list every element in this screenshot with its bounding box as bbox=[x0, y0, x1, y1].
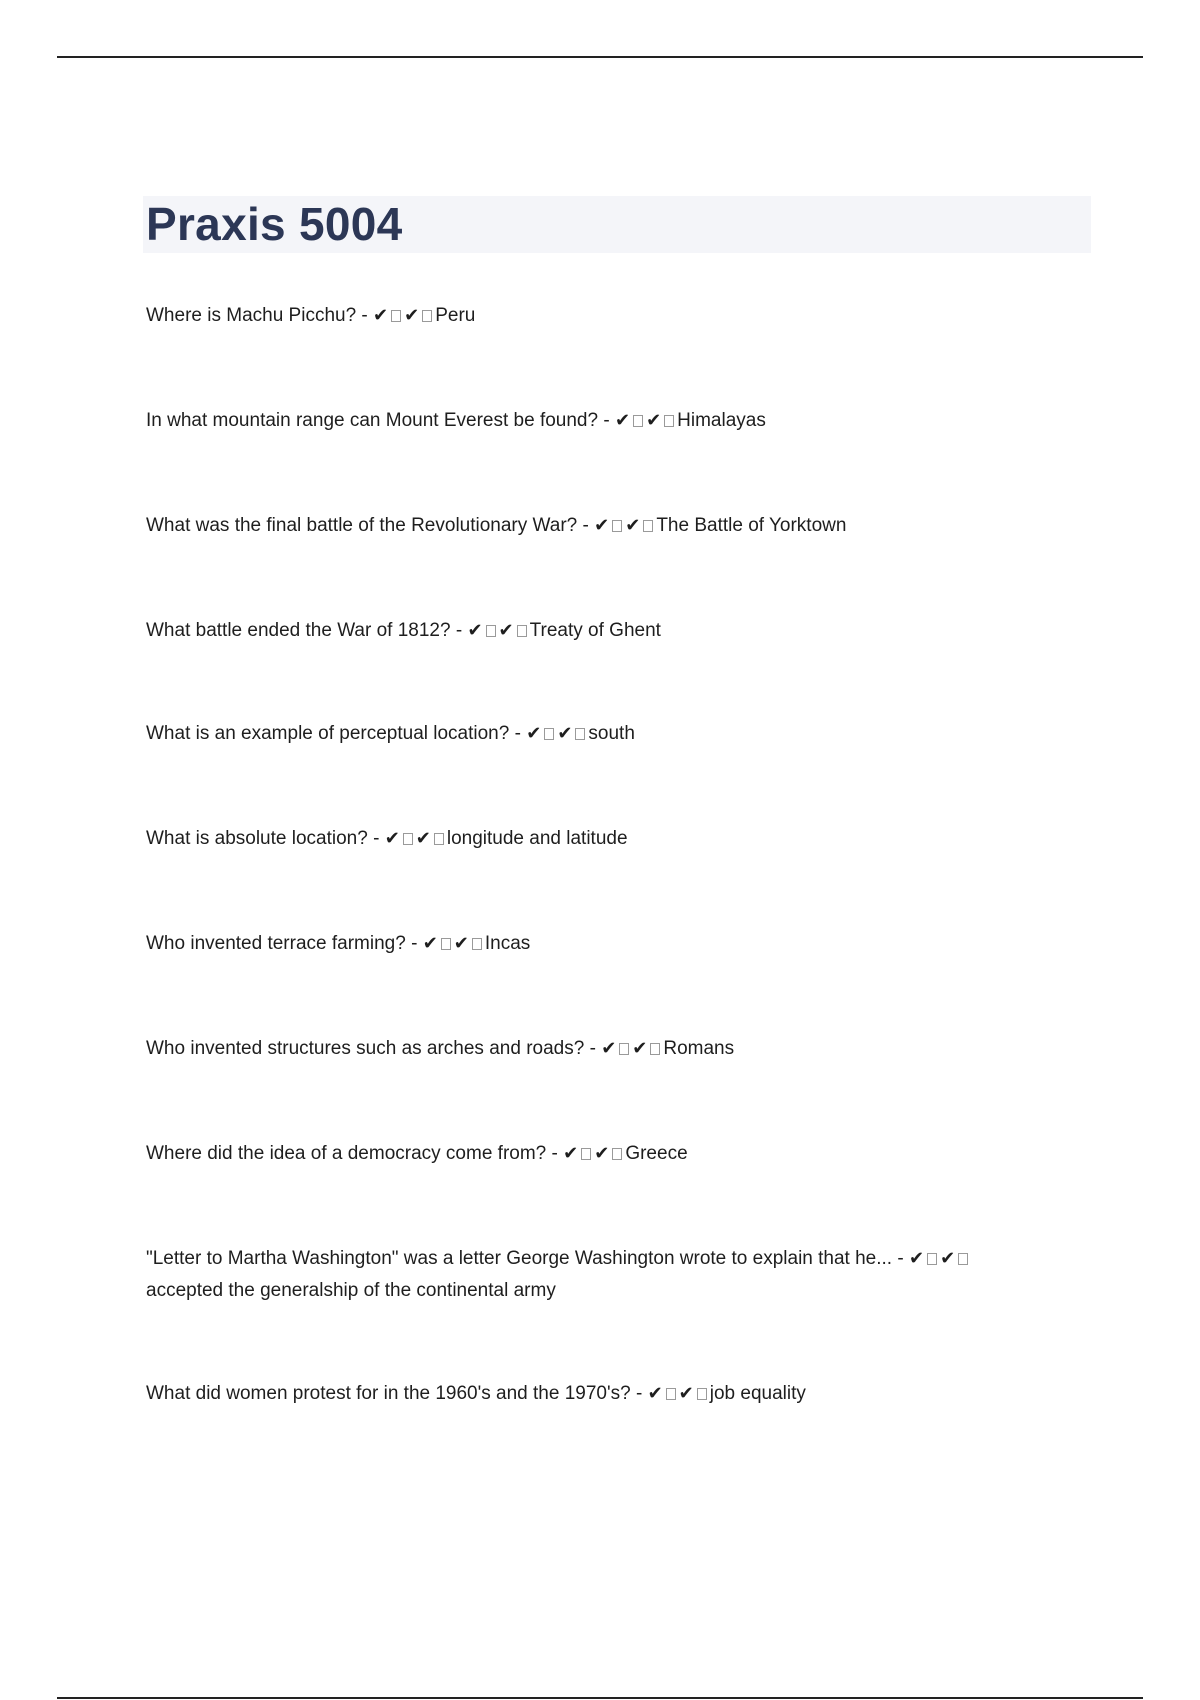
checkmark-icon: ✔ bbox=[594, 515, 610, 536]
separator: - bbox=[405, 933, 423, 954]
answer-text: Greece bbox=[625, 1143, 688, 1164]
qa-item bbox=[146, 300, 1046, 332]
question-text: What battle ended the War of 1812? bbox=[146, 620, 451, 641]
missing-glyph-box-icon bbox=[650, 1043, 660, 1055]
missing-glyph-box-icon bbox=[619, 1043, 629, 1055]
missing-glyph-box-icon bbox=[612, 1148, 622, 1160]
missing-glyph-box-icon bbox=[434, 833, 444, 845]
checkmark-icon: ✔ bbox=[646, 410, 662, 431]
missing-glyph-box-icon bbox=[422, 310, 432, 322]
checkmark-icon: ✔ bbox=[404, 305, 420, 326]
separator: - bbox=[356, 305, 374, 326]
checkmark-icon: ✔ bbox=[467, 620, 483, 641]
checkmark-icon: ✔ bbox=[647, 1383, 663, 1404]
separator: - bbox=[546, 1143, 564, 1164]
checkmark-icon: ✔ bbox=[678, 1383, 694, 1404]
checkmark-icon: ✔ bbox=[594, 1143, 610, 1164]
separator: - bbox=[509, 723, 527, 744]
question-text: What did women protest for in the 1960's and the 1970's? bbox=[146, 1383, 631, 1404]
missing-glyph-box-icon bbox=[403, 833, 413, 845]
qa-item bbox=[146, 510, 1046, 542]
qa-item bbox=[146, 718, 1046, 750]
checkmark-icon: ✔ bbox=[908, 1248, 925, 1269]
missing-glyph-box-icon bbox=[517, 625, 527, 637]
question-text: Where did the idea of a democracy come from? bbox=[146, 1143, 547, 1164]
missing-glyph-box-icon bbox=[664, 415, 674, 427]
answer-text: south bbox=[588, 723, 635, 744]
question-text: In what mountain range can Mount Everest be found? bbox=[146, 410, 599, 431]
answer-text: Incas bbox=[484, 933, 531, 954]
answer-text: job equality bbox=[709, 1383, 806, 1404]
answer-text: Treaty of Ghent bbox=[529, 620, 661, 641]
question-text: "Letter to Martha Washington" was a letter George Washington wrote to explain that he... bbox=[146, 1248, 893, 1269]
checkmark-icon: ✔ bbox=[614, 410, 631, 431]
separator: - bbox=[584, 1038, 602, 1059]
missing-glyph-box-icon bbox=[697, 1388, 707, 1400]
missing-glyph-box-icon bbox=[927, 1253, 937, 1265]
missing-glyph-box-icon bbox=[391, 310, 401, 322]
checkmark-icon: ✔ bbox=[422, 933, 438, 954]
checkmark-icon: ✔ bbox=[384, 828, 400, 849]
checkmark-icon: ✔ bbox=[498, 620, 514, 641]
qa-item bbox=[146, 1138, 1046, 1170]
title-banner bbox=[143, 196, 1091, 253]
missing-glyph-box-icon bbox=[441, 938, 451, 950]
question-text: What was the final battle of the Revolutionary War? bbox=[146, 515, 578, 536]
answer-text: The Battle of Yorktown bbox=[656, 515, 847, 536]
checkmark-icon: ✔ bbox=[625, 515, 641, 536]
missing-glyph-box-icon bbox=[472, 938, 482, 950]
separator: - bbox=[577, 515, 595, 536]
checkmark-icon: ✔ bbox=[526, 723, 542, 744]
qa-item bbox=[146, 1378, 1046, 1410]
separator: - bbox=[598, 410, 615, 431]
separator: - bbox=[630, 1383, 648, 1404]
missing-glyph-box-icon bbox=[581, 1148, 591, 1160]
checkmark-icon: ✔ bbox=[632, 1038, 648, 1059]
question-text: What is absolute location? bbox=[146, 828, 368, 849]
missing-glyph-box-icon bbox=[575, 728, 585, 740]
answer-text: Romans bbox=[663, 1038, 735, 1059]
checkmark-icon: ✔ bbox=[373, 305, 389, 326]
qa-item bbox=[146, 928, 1046, 960]
page-title: Praxis 5004 bbox=[146, 198, 403, 250]
missing-glyph-box-icon bbox=[643, 520, 653, 532]
question-text: Where is Machu Picchu? bbox=[146, 305, 357, 326]
checkmark-icon: ✔ bbox=[563, 1143, 579, 1164]
missing-glyph-box-icon bbox=[486, 625, 496, 637]
missing-glyph-box-icon bbox=[958, 1253, 968, 1265]
missing-glyph-box-icon bbox=[633, 415, 643, 427]
checkmark-icon: ✔ bbox=[415, 828, 431, 849]
answer-text: Himalayas bbox=[677, 410, 766, 431]
missing-glyph-box-icon bbox=[666, 1388, 676, 1400]
answer-text: accepted the generalship of the continental army bbox=[146, 1280, 556, 1301]
separator: - bbox=[450, 620, 468, 641]
checkmark-icon: ✔ bbox=[557, 723, 573, 744]
separator: - bbox=[892, 1248, 909, 1269]
missing-glyph-box-icon bbox=[612, 520, 622, 532]
checkmark-icon: ✔ bbox=[940, 1248, 956, 1269]
separator: - bbox=[367, 828, 385, 849]
qa-item bbox=[146, 823, 1046, 855]
qa-item bbox=[146, 1033, 1046, 1065]
qa-item bbox=[146, 1243, 1046, 1307]
question-text: What is an example of perceptual location? bbox=[146, 723, 510, 744]
checkmark-icon: ✔ bbox=[453, 933, 469, 954]
answer-text: longitude and latitude bbox=[446, 828, 628, 849]
qa-item bbox=[146, 615, 1046, 647]
question-text: Who invented terrace farming? bbox=[146, 933, 406, 954]
answer-text: Peru bbox=[435, 305, 476, 326]
question-text: Who invented structures such as arches and roads? bbox=[146, 1038, 585, 1059]
bottom-rule bbox=[57, 1697, 1143, 1699]
checkmark-icon: ✔ bbox=[601, 1038, 617, 1059]
missing-glyph-box-icon bbox=[544, 728, 554, 740]
qa-item bbox=[146, 405, 1046, 437]
top-rule bbox=[57, 56, 1143, 58]
